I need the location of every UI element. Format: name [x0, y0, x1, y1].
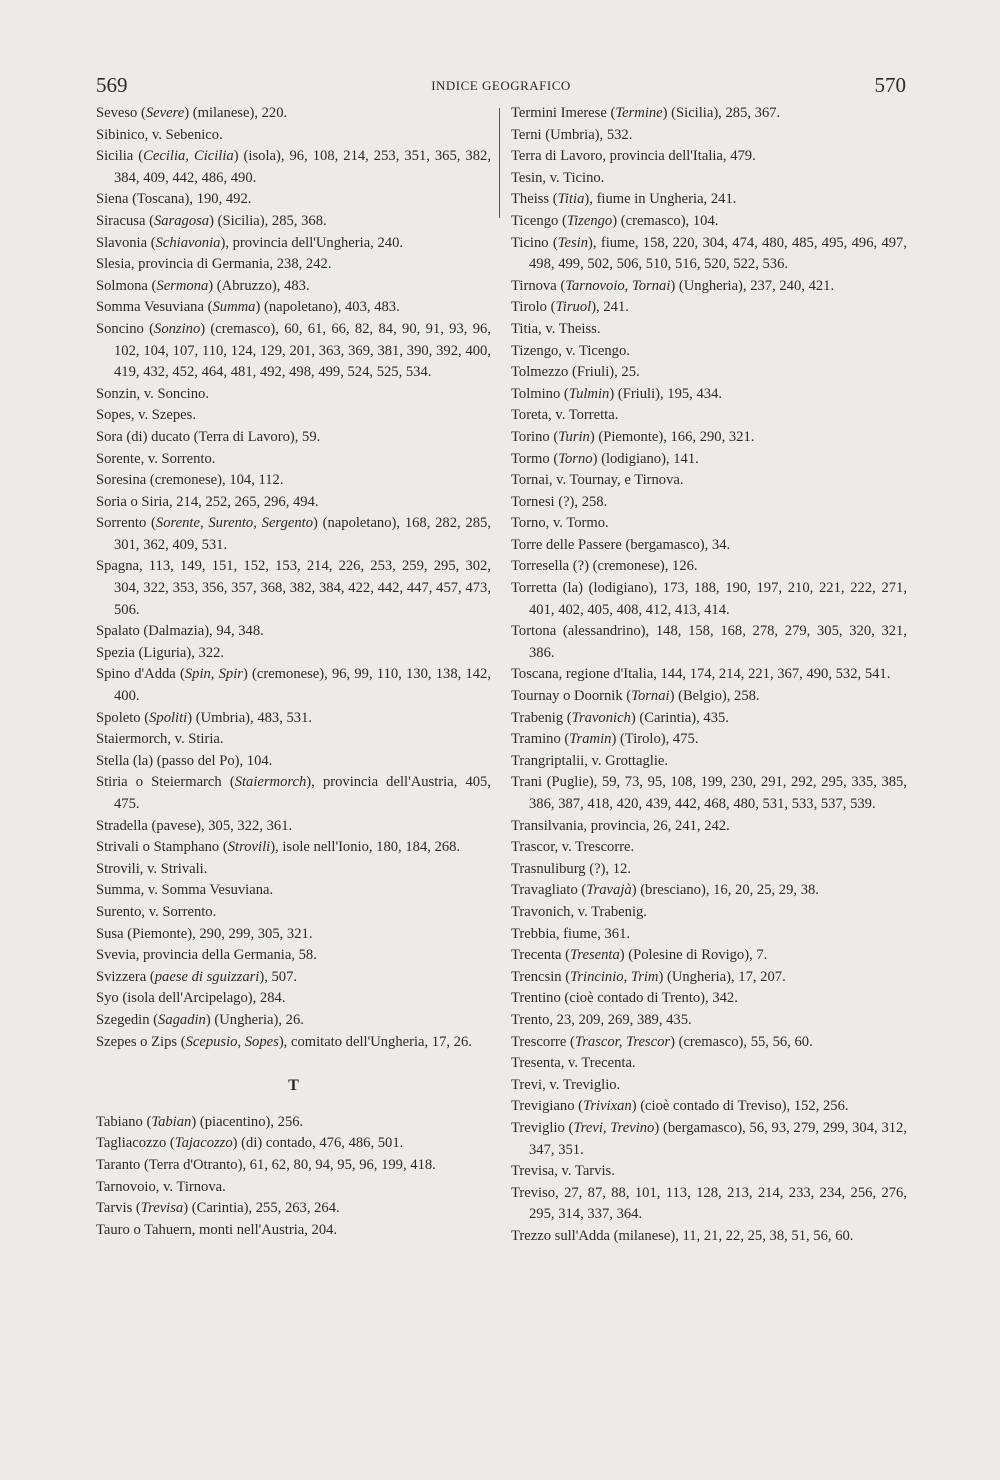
index-entry: Stiria o Steiermarch (Staiermorch), provincia dell'Austria, 405, 475.	[96, 774, 491, 812]
index-entry: Travonich, v. Trabenig.	[511, 903, 647, 920]
index-entry: Tolmino (Tulmin) (Friuli), 195, 434.	[511, 385, 723, 402]
index-entry: Sopes, v. Szepes.	[96, 407, 196, 424]
page-number-right: 570	[874, 73, 906, 97]
index-entry: Seveso (Severe) (milanese), 220.	[96, 105, 288, 121]
index-entry: Trezzo sull'Adda (milanese), 11, 21, 22, 25, 38, 51, 56, 60.	[511, 1227, 854, 1244]
index-entry: Somma Vesuviana (Summa) (napoletano), 403, 483.	[96, 299, 400, 316]
index-entry: Trabenig (Travonich) (Carintia), 435.	[511, 709, 729, 726]
index-entry: Torino (Turin) (Piemonte), 166, 290, 321.	[511, 428, 755, 445]
index-entry: Spoleto (Spoliti) (Umbria), 483, 531.	[96, 709, 313, 726]
index-entry: Taranto (Terra d'Otranto), 61, 62, 80, 94, 95, 96, 199, 418.	[96, 1156, 436, 1173]
index-entry: Syo (isola dell'Arcipelago), 284.	[96, 990, 286, 1007]
index-entry: Ticino (Tesin), fiume, 158, 220, 304, 474, 480, 485, 495, 496, 497, 498, 499, 502, 506, 510, 516, 520, 522, 536.	[511, 234, 907, 273]
index-entry: Stella (la) (passo del Po), 104.	[96, 752, 273, 769]
right-column	[511, 103, 907, 1247]
index-entry: Spagna, 113, 149, 151, 152, 153, 214, 226, 253, 259, 295, 302, 304, 322, 353, 356, 357, 368, 382, 384, 422, 442, 447, 457, 473, 506.	[96, 558, 491, 618]
running-title: INDICE GEOGRAFICO	[431, 78, 571, 93]
index-entry: Tresenta, v. Trecenta.	[511, 1055, 636, 1072]
index-entry: Trascor, v. Trescorre.	[511, 839, 635, 856]
index-entry: Termini Imerese (Termine) (Sicilia), 285, 367.	[511, 105, 781, 121]
index-entry: Solmona (Sermona) (Abruzzo), 483.	[96, 277, 310, 294]
index-entry: Torno, v. Tormo.	[511, 515, 609, 532]
index-entry: Tramino (Tramin) (Tirolo), 475.	[511, 731, 699, 748]
index-entry: Staiermorch, v. Stiria.	[96, 731, 224, 748]
index-entry: Trevisa, v. Tarvis.	[511, 1163, 615, 1180]
left-entries	[96, 103, 491, 1053]
index-entry: Trangriptalii, v. Grottaglie.	[511, 752, 668, 769]
index-entry: Spezia (Liguria), 322.	[96, 644, 225, 661]
index-entry: Tarvis (Trevisa) (Carintia), 255, 263, 264.	[96, 1200, 340, 1217]
index-entry: Slesia, provincia di Germania, 238, 242.	[96, 256, 332, 273]
index-entry: Trescorre (Trascor, Trescor) (cremasco), 55, 56, 60.	[511, 1033, 813, 1050]
index-entry: Travagliato (Travajà) (bresciano), 16, 20, 25, 29, 38.	[511, 882, 819, 899]
left-column	[96, 103, 491, 1241]
index-entry: Toscana, regione d'Italia, 144, 174, 214, 221, 367, 490, 532, 541.	[511, 666, 891, 683]
index-entry: Tarnovoio, v. Tirnova.	[96, 1178, 226, 1195]
index-entry: Treviglio (Trevi, Trevino) (bergamasco), 56, 93, 279, 299, 304, 312, 347, 351.	[511, 1119, 907, 1158]
index-entry: Sora (di) ducato (Terra di Lavoro), 59.	[96, 428, 321, 445]
index-entry: Spino d'Adda (Spin, Spir) (cremonese), 96, 99, 110, 130, 138, 142, 400.	[96, 666, 491, 705]
index-entry: Tortona (alessandrino), 148, 158, 168, 278, 279, 305, 320, 321, 386.	[511, 623, 907, 661]
index-entry: Trevi, v. Treviglio.	[511, 1076, 621, 1093]
column-rule	[499, 108, 500, 218]
index-entry: Torresella (?) (cremonese), 126.	[511, 558, 698, 575]
index-entry: Tornai, v. Tournay, e Tirnova.	[511, 472, 684, 489]
index-entry: Szegedin (Sagadin) (Ungheria), 26.	[96, 1011, 304, 1028]
left-entries-t	[96, 1112, 491, 1242]
index-entry: Sibinico, v. Sebenico.	[96, 126, 223, 143]
index-entry: Trentino (cioè contado di Trento), 342.	[511, 990, 738, 1007]
right-entries	[511, 103, 907, 1247]
index-entry: Susa (Piemonte), 290, 299, 305, 321.	[96, 925, 313, 942]
index-entry: Tirnova (Tarnovoio, Tornai) (Ungheria), 237, 240, 421.	[511, 277, 835, 294]
index-entry: Tournay o Doornik (Tornai) (Belgio), 258.	[511, 688, 760, 705]
index-entry: Trecenta (Tresenta) (Polesine di Rovigo), 7.	[511, 947, 768, 964]
index-entry: Terra di Lavoro, provincia dell'Italia, 479.	[511, 148, 756, 165]
index-entry: Tauro o Tahuern, monti nell'Austria, 204.	[96, 1221, 338, 1238]
index-entry: Summa, v. Somma Vesuviana.	[96, 882, 274, 899]
index-entry: Siena (Toscana), 190, 492.	[96, 191, 252, 208]
index-entry: Tesin, v. Ticino.	[511, 169, 605, 186]
index-entry: Trasnuliburg (?), 12.	[511, 860, 631, 877]
index-entry: Torretta (la) (lodigiano), 173, 188, 190, 197, 210, 221, 222, 271, 401, 402, 405, 408, 412, 413, 414.	[511, 580, 907, 618]
index-entry: Slavonia (Schiavonia), provincia dell'Ungheria, 240.	[96, 234, 404, 251]
index-entry: Sorrento (Sorente, Surento, Sergento) (napoletano), 168, 282, 285, 301, 362, 409, 531.	[96, 515, 491, 553]
index-entry: Svevia, provincia della Germania, 58.	[96, 947, 317, 964]
index-entry: Trento, 23, 209, 269, 389, 435.	[511, 1011, 692, 1028]
index-entry: Tabiano (Tabian) (piacentino), 256.	[96, 1113, 304, 1130]
index-entry: Surento, v. Sorrento.	[96, 903, 217, 920]
section-letter-t: T	[288, 1077, 299, 1095]
index-entry: Trevigiano (Trivixan) (cioè contado di Treviso), 152, 256.	[511, 1098, 849, 1115]
index-entry: Transilvania, provincia, 26, 241, 242.	[511, 817, 730, 834]
index-entry: Torre delle Passere (bergamasco), 34.	[511, 536, 731, 553]
index-entry: Tirolo (Tiruol), 241.	[511, 299, 629, 316]
index-entry: Sicilia (Cecilia, Cicilia) (isola), 96, 108, 214, 253, 351, 365, 382, 384, 409, 442, 486, 490.	[96, 148, 491, 186]
index-entry: Tormo (Torno) (lodigiano), 141.	[511, 450, 699, 467]
index-entry: Soresina (cremonese), 104, 112.	[96, 472, 284, 489]
index-entry: Sorente, v. Sorrento.	[96, 450, 216, 467]
index-entry: Trani (Puglie), 59, 73, 95, 108, 199, 230, 291, 292, 295, 335, 385, 386, 387, 418, 420, 439, 442, 468, 480, 531, 533, 537, 539.	[511, 774, 907, 812]
index-entry: Toreta, v. Torretta.	[511, 407, 619, 424]
index-entry: Titia, v. Theiss.	[511, 320, 601, 337]
index-entry: Siracusa (Saragosa) (Sicilia), 285, 368.	[96, 212, 327, 229]
index-entry: Soncino (Sonzino) (cremasco), 60, 61, 66, 82, 84, 90, 91, 93, 96, 102, 104, 107, 110, 124, 129, 201, 363, 369, 381, 390, 392, 400, 419, 432, 452, 464, 481, 492, 498, 499, 524, 525, 534.	[96, 320, 491, 381]
index-entry: Tagliacozzo (Tajacozzo) (di) contado, 476, 486, 501.	[96, 1135, 404, 1152]
index-entry: Strivali o Stamphano (Strovili), isole nell'Ionio, 180, 184, 268.	[96, 839, 461, 856]
index-entry: Sonzin, v. Soncino.	[96, 385, 209, 402]
index-entry: Szepes o Zips (Scepusio, Sopes), comitato dell'Ungheria, 17, 26.	[96, 1033, 472, 1050]
index-entry: Soria o Siria, 214, 252, 265, 296, 494.	[96, 493, 319, 510]
index-entry: Tornesi (?), 258.	[511, 493, 608, 510]
index-entry: Trebbia, fiume, 361.	[511, 925, 631, 942]
index-entry: Spalato (Dalmazia), 94, 348.	[96, 623, 264, 640]
page-number-left: 569	[96, 73, 128, 97]
index-entry: Stradella (pavese), 305, 322, 361.	[96, 817, 293, 834]
index-entry: Terni (Umbria), 532.	[511, 126, 633, 143]
index-entry: Theiss (Titia), fiume in Ungheria, 241.	[511, 191, 737, 208]
index-entry: Svizzera (paese di sguizzari), 507.	[96, 968, 298, 985]
page-header	[96, 73, 906, 103]
index-entry: Trencsin (Trincinio, Trim) (Ungheria), 17, 207.	[511, 968, 786, 985]
index-entry: Ticengo (Tizengo) (cremasco), 104.	[511, 212, 719, 229]
index-entry: Tizengo, v. Ticengo.	[511, 342, 630, 359]
index-entry: Strovili, v. Strivali.	[96, 860, 208, 877]
index-entry: Treviso, 27, 87, 88, 101, 113, 128, 213, 214, 233, 234, 256, 276, 295, 314, 337, 364.	[511, 1184, 907, 1223]
index-entry: Tolmezzo (Friuli), 25.	[511, 364, 640, 381]
